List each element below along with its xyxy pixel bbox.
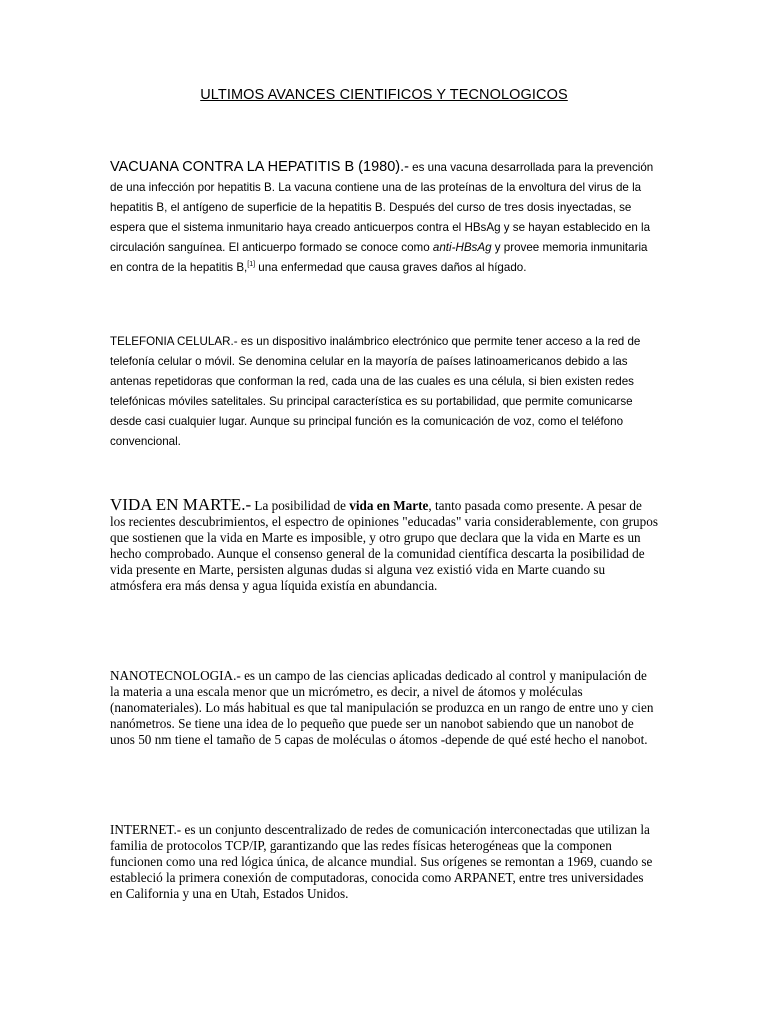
section-hepatitis-vaccine [110, 157, 658, 278]
section-text: La posibilidad de [251, 498, 350, 513]
section-text: y provee memoria inmunitaria en contra de la hepatitis B, [110, 241, 648, 274]
section-text: es un campo de las ciencias aplicadas dedicado al control y manipulación de la materia a una escala menor que un micrómetro, es decir, a nivel de átomos y moléculas (nanomateriales). Lo más habitual es que tal manipulación se produzca en un rango de entre uno y cien nanómetros. Se tiene una idea de lo pequeño que puede ser un nanobot sabiendo que un nanobot de unos 50 nm tiene el tamaño de 5 capas de moléculas o átomos -depende de qué esté hecho el nanobot. [110, 668, 654, 748]
section-heading: NANOTECNOLOGIA.- [110, 668, 241, 683]
section-nanotechnology [110, 668, 658, 748]
italic-term: anti-HBsAg [432, 241, 492, 254]
bold-term: vida en Marte [349, 498, 429, 513]
section-life-on-mars [110, 497, 658, 595]
section-text: una enfermedad que causa graves daños al hígado. [255, 261, 527, 274]
reference-link[interactable]: [1] [247, 261, 256, 268]
section-heading: VACUANA CONTRA LA HEPATITIS B (1980).- [110, 159, 409, 175]
section-text: es una vacuna desarrollada para la prevención de una infección por hepatitis B. La vacuna contiene una de las proteínas de la envoltura del virus de la hepatitis B, el antígeno de superficie de la hepatitis B. Después del curso de tres dosis inyectadas, se espera que el sistema inmunitario haya creado anticuerpos contra el HBsAg y se hayan establecido en la circulación sanguínea. El anticuerpo formado se conoce como [110, 161, 654, 254]
section-heading: INTERNET.- [110, 822, 182, 837]
document-title: ULTIMOS AVANCES CIENTIFICOS Y TECNOLOGICOS [200, 87, 568, 103]
section-cell-phone [110, 332, 658, 452]
section-text: es un conjunto descentralizado de redes de comunicación interconectadas que utilizan la familia de protocolos TCP/IP, garantizando que las redes físicas heterogéneas que la componen funcionen como una red lógica única, de alcance mundial. Sus orígenes se remontan a 1969, cuando se estableció la primera conexión de computadoras, conocida como ARPANET, entre tres universidades en California y una en Utah, Estados Unidos. [110, 822, 653, 902]
section-internet [110, 822, 658, 902]
section-heading: VIDA EN MARTE.- [110, 495, 252, 514]
section-text: , tanto pasada como presente. A pesar de los recientes descubrimientos, el espectro de opiniones "educadas" varia considerablemente, con grupos que sostienen que la vida en Marte es imposible, y otro grupo que declara que la vida en Marte es un hecho comprobado. Aunque el consenso general de la comunidad científica descarta la posibilidad de vida presente en Marte, persisten algunas dudas si alguna vez existió vida en Marte cuando su atmósfera era más densa y agua líquida existía en abundancia. [110, 498, 658, 594]
section-text: es un dispositivo inalámbrico electrónico que permite tener acceso a la red de telefonía celular o móvil. Se denomina celular en la mayoría de países latinoamericanos debido a las antenas repetidoras que conforman la red, cada una de las cuales es una célula, si bien existen redes telefónicas móviles satelitales. Su principal característica es su portabilidad, que permite comunicarse desde casi cualquier lugar. Aunque su principal función es la comunicación de voz, como el teléfono convencional. [110, 335, 641, 448]
section-heading: TELEFONIA CELULAR.- [110, 335, 238, 348]
